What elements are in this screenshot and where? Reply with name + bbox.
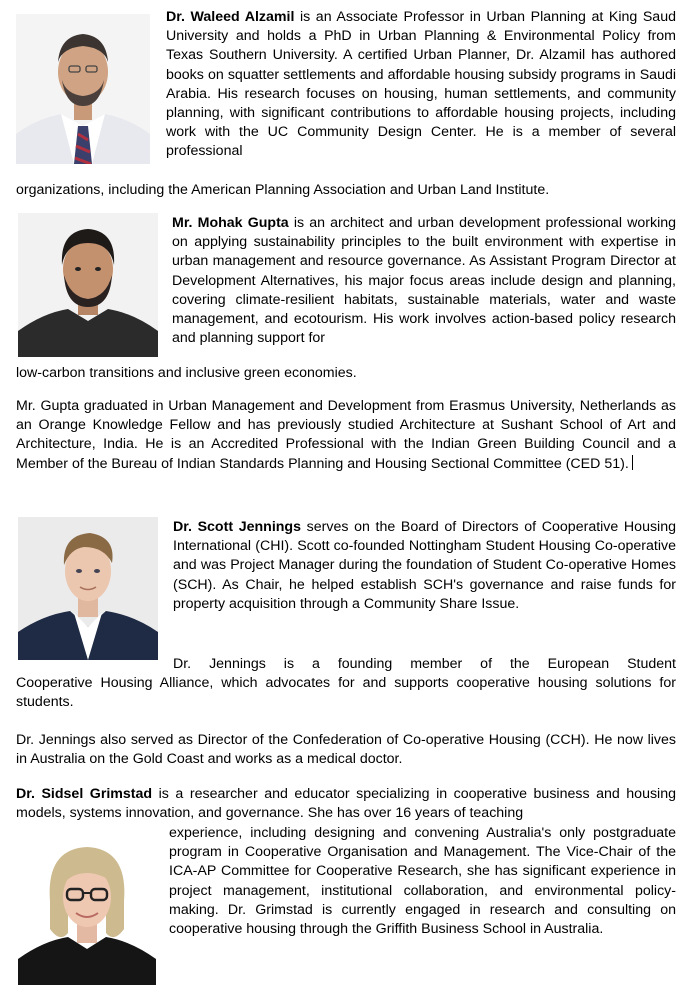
portrait-scott-jennings — [18, 517, 158, 660]
text-cursor — [632, 455, 634, 470]
portrait-mohak-gupta — [18, 213, 158, 357]
portrait-waleed-alzamil — [16, 14, 150, 164]
bio-gupta-education: Mr. Gupta graduated in Urban Management and Development from Erasmus University, Netherlands as an Orange Knowledge Fellow and has previously studied Architecture at Sushant School of Art and Architecture, India. He is an Accredited Professional with the Indian Green Building Council and a Member of the Bureau of Indian Standards Planning and Housing Sectional Committee (CED 51). — [16, 398, 676, 472]
bio-jennings-cch: Dr. Jennings also served as Director of the Confederation of Co-operative Housing (CCH). He now lives in Australia on the Gold Coast and works as a medical doctor. — [16, 732, 676, 768]
bio-jennings-name: Dr. Scott Jennings — [173, 519, 301, 535]
bio-jennings-lead — [173, 518, 676, 614]
bio-grimstad-name: Dr. Sidsel Grimstad — [16, 786, 153, 802]
bio-jennings-alliance-tail: Cooperative Housing Alliance, which advocates for and supports cooperative housing solutions for students. — [16, 675, 676, 711]
bio-jennings-alliance-head: Dr. Jennings is a founding member of the European Student — [173, 656, 676, 672]
bio-gupta-tail: low-carbon transitions and inclusive green economies. — [16, 365, 357, 381]
bio-grimstad-text-head: is a researcher and educator specializing in cooperative business and housing models, systems innovation, and governance. She has over 16 years of teaching — [16, 786, 676, 822]
bio-grimstad-lead — [16, 785, 676, 823]
portrait-sidsel-grimstad — [18, 833, 156, 985]
bio-jennings-text: serves on the Board of Directors of Cooperative Housing International (CHI). Scott co-founded Nottingham Student Housing Co-operative and was Project Manager during the foundation of Student Co-operative Homes (SCH). As Chair, he helped establish SCH's governance and raise funds for property acquisition through a Community Share Issue. — [173, 519, 676, 612]
bio-alzamil-text: is an Associate Professor in Urban Planning at King Saud University and holds a PhD in Urban Planning & Environmental Policy from Texas Southern University. A certified Urban Planner, Dr. Alzamil has authored books on squatter settlements and affordable housing subsidy programs in Saudi Arabia. His research focuses on housing, human settlements, and community planning, with significant contributions to affordable housing projects, including work with the UC Community Design Center. He is a member of several professional — [166, 9, 676, 160]
bio-alzamil-tail: organizations, including the American Planning Association and Urban Land Institute. — [16, 182, 550, 198]
bio-gupta-name: Mr. Mohak Gupta — [172, 215, 289, 231]
bio-alzamil-name: Dr. Waleed Alzamil — [166, 9, 295, 25]
bio-grimstad-text: experience, including designing and convening Australia's only postgraduate program in Cooperative Organisation and Management. The Vice-Chair of the ICA-AP Committee for Cooperative Research, she has significant experience in project management, institutional collaboration, and environmental policy-making. Dr. Grimstad is currently engaged in research and consulting on cooperative housing through the Griffith Business School in Australia. — [169, 825, 676, 938]
bio-alzamil-lead — [166, 8, 676, 162]
bio-gupta-text: is an architect and urban development professional working on applying sustainability principles to the built environment with expertise in urban management and resource governance. As Assistant Program Director at Development Alternatives, his major focus areas include design and planning, covering climate-resilient habitats, sustainable materials, water and waste management, and ecotourism. His work involves action-based policy research and planning support for — [172, 215, 677, 347]
bio-gupta-lead — [172, 214, 676, 348]
